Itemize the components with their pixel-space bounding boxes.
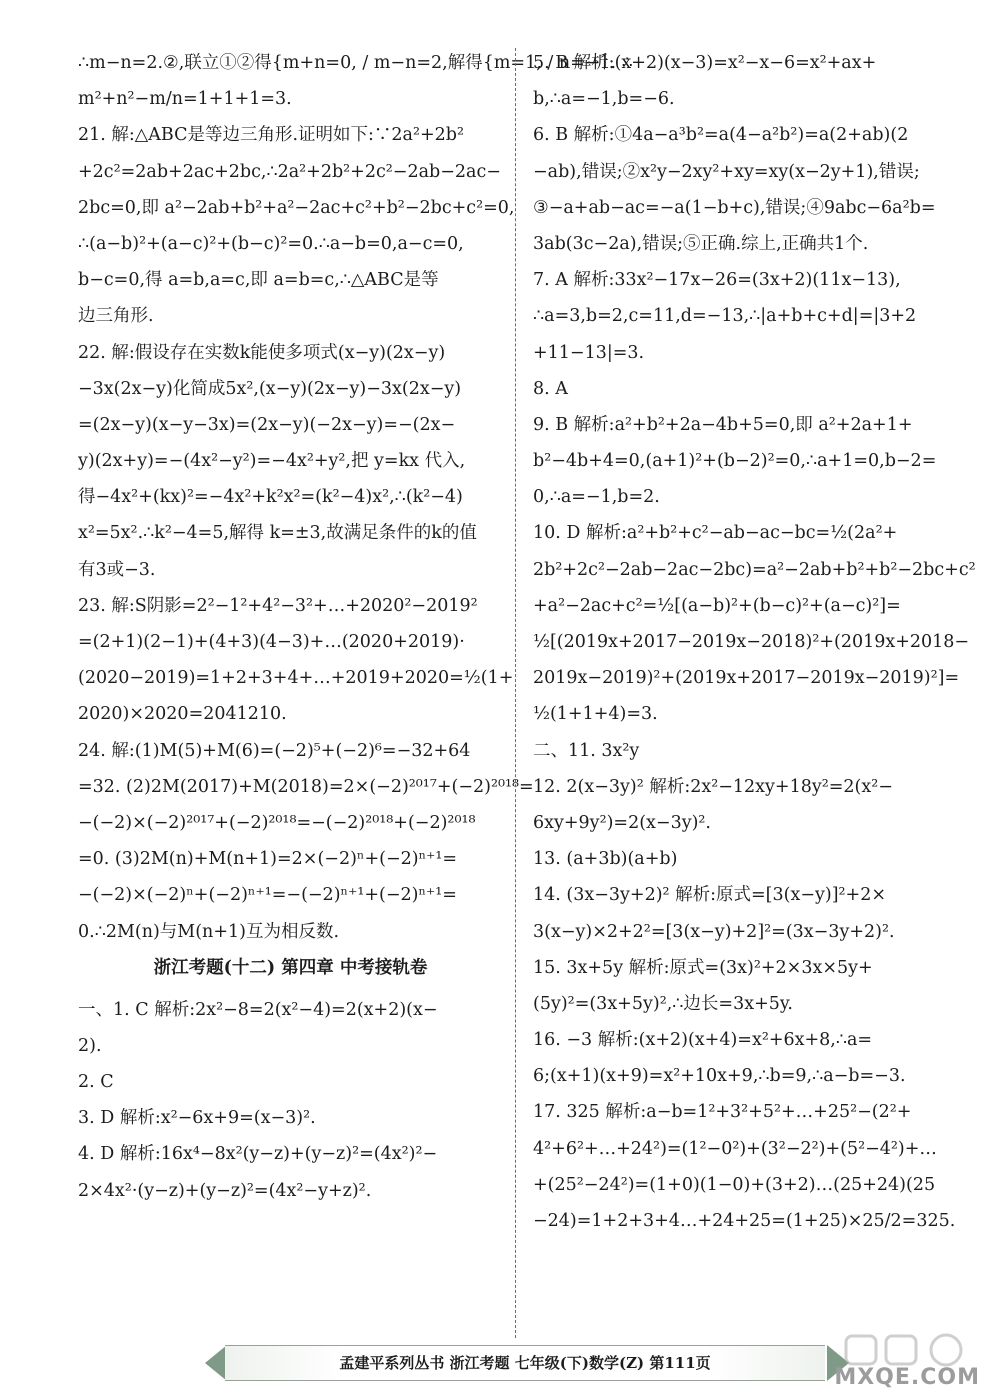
text-line: 3. D 解析:x²−6x+9=(x−3)².: [78, 1108, 316, 1129]
text-line: y)(2x+y)=−(4x²−y²)=−4x²+y²,把 y=kx 代入,: [78, 451, 466, 472]
text-line: 8. A: [533, 378, 568, 399]
text-line: 得−4x²+(kx)²=−4x²+k²x²=(k²−4)x²,∴(k²−4): [78, 487, 463, 508]
text-line: −3x(2x−y)化简成5x²,(x−y)(2x−y)−3x(2x−y): [78, 378, 462, 399]
text-line: =(2+1)(2−1)+(4+3)(4−3)+…(2020+2019)·: [78, 632, 465, 652]
text-line: −(−2)×(−2)²⁰¹⁷+(−2)²⁰¹⁸=−(−2)²⁰¹⁸+(−2)²⁰¹⁸: [78, 812, 476, 833]
text-line: 13. (a+3b)(a+b): [533, 849, 678, 870]
text-line: 12. 2(x−3y)² 解析:2x²−12xy+18y²=2(x²−: [533, 776, 893, 797]
text-line: 10. D 解析:a²+b²+c²−ab−ac−bc=½(2a²+: [533, 523, 898, 544]
text-line: ½(1+1+4)=3.: [533, 704, 658, 725]
footer-left-arrow-icon: [205, 1345, 227, 1381]
text-line: 2. C: [78, 1072, 114, 1093]
text-line: =0. (3)2M(n)+M(n+1)=2×(−2)ⁿ+(−2)ⁿ⁺¹=: [78, 849, 458, 870]
page-footer: 孟建平系列丛书 浙江考题 七年级(下)数学(Z) 第111页: [225, 1345, 825, 1381]
text-line: =32. (2)2M(2017)+M(2018)=2×(−2)²⁰¹⁷+(−2)²⁰¹⁸=: [78, 776, 534, 797]
text-line: ∴m−n=2.②,联立①②得{m+n=0, / m−n=2,解得{m=1, / n=−1. ∴: [78, 53, 633, 73]
text-line: b−c=0,得 a=b,a=c,即 a=b=c,∴△ABC是等: [78, 270, 439, 291]
text-line: 14. (3x−3y+2)² 解析:原式=[3(x−y)]²+2×: [533, 885, 887, 906]
section-title: 浙江考题(十二) 第四章 中考接轨卷: [153, 957, 428, 978]
text-line: ∴a=3,b=2,c=11,d=−13,∴|a+b+c+d|=|3+2: [533, 306, 917, 327]
text-line: (2020−2019)=1+2+3+4+…+2019+2020=½(1+: [78, 668, 514, 689]
text-line: 2bc=0,即 a²−2ab+b²+a²−2ac+c²+b²−2bc+c²=0,: [78, 197, 515, 218]
text-line: m²+n²−m/n=1+1+1=3.: [78, 89, 292, 110]
text-line: 7. A 解析:33x²−17x−26=(3x+2)(11x−13),: [533, 270, 901, 291]
text-line: −ab),错误;②x²y−2xy²+xy=xy(x−2y+1),错误;: [533, 161, 920, 182]
text-line: 23. 解:S阴影=2²−1²+4²−3²+…+2020²−2019²: [78, 595, 478, 616]
text-line: 0.∴2M(n)与M(n+1)互为相反数.: [78, 921, 340, 942]
text-line: (5y)²=(3x+5y)²,∴边长=3x+5y.: [533, 993, 793, 1014]
text-line: −24)=1+2+3+4…+24+25=(1+25)×25/2=325.: [533, 1211, 956, 1231]
text-line: 2019x−2019)²+(2019x+2017−2019x−2019)²]=: [533, 668, 960, 689]
text-line: 21. 解:△ABC是等边三角形.证明如下:∵2a²+2b²: [78, 125, 465, 146]
text-line: 0,∴a=−1,b=2.: [533, 487, 660, 508]
text-line: 4. D 解析:16x⁴−8x²(y−z)+(y−z)²=(4x²)²−: [78, 1144, 438, 1165]
text-line: ∴(a−b)²+(a−c)²+(b−c)²=0.∴a−b=0,a−c=0,: [78, 233, 464, 254]
text-line: 6. B 解析:①4a−a³b²=a(4−a²b²)=a(2+ab)(2: [533, 125, 909, 146]
text-line: 3(x−y)×2+2²=[3(x−y)+2]²=(3x−3y+2)².: [533, 921, 895, 942]
text-line: 2020)×2020=2041210.: [78, 704, 287, 725]
text-line: 有3或−3.: [78, 559, 156, 580]
text-line: 2).: [78, 1035, 102, 1056]
right-column: [533, 52, 976, 1246]
text-line: 22. 解:假设存在实数k能使多项式(x−y)(2x−y): [78, 342, 446, 363]
text-line: b,∴a=−1,b=−6.: [533, 89, 675, 110]
text-line: 24. 解:(1)M(5)+M(6)=(−2)⁵+(−2)⁶=−32+64: [78, 740, 471, 761]
text-line: ½[(2019x+2017−2019x−2018)²+(2019x+2018−: [533, 632, 970, 652]
text-line: 15. 3x+5y 解析:原式=(3x)²+2×3x×5y+: [533, 957, 873, 978]
text-line: −(−2)×(−2)ⁿ+(−2)ⁿ⁺¹=−(−2)ⁿ⁺¹+(−2)ⁿ⁺¹=: [78, 885, 457, 906]
text-line: 17. 325 解析:a−b=1²+3²+5²+…+25²−(2²+: [533, 1102, 912, 1123]
text-line: 4²+6²+…+24²)=(1²−0²)+(3²−2²)+(5²−4²)+…: [533, 1138, 937, 1159]
text-line: 9. B 解析:a²+b²+2a−4b+5=0,即 a²+2a+1+: [533, 414, 913, 435]
column-divider: [515, 48, 516, 1338]
watermark-text: MXQE.COM: [834, 1365, 980, 1390]
text-line: +(25²−24²)=(1+0)(1−0)+(3+2)…(25+24)(25: [533, 1174, 936, 1195]
text-line: 6xy+9y²)=2(x−3y)².: [533, 812, 711, 833]
text-line: +a²−2ac+c²=½[(a−b)²+(b−c)²+(a−c)²]=: [533, 595, 901, 616]
text-line: 16. −3 解析:(x+2)(x+4)=x²+6x+8,∴a=: [533, 1030, 873, 1051]
text-line: 二、11. 3x²y: [533, 740, 640, 761]
text-line: +2c²=2ab+2ac+2bc,∴2a²+2b²+2c²−2ab−2ac−: [78, 161, 501, 182]
text-line: 6;(x+1)(x+9)=x²+10x+9,∴b=9,∴a−b=−3.: [533, 1066, 906, 1087]
text-line: 边三角形.: [78, 306, 154, 327]
text-line: 5. B 解析:(x+2)(x−3)=x²−x−6=x²+ax+: [533, 53, 877, 73]
text-line: b²−4b+4=0,(a+1)²+(b−2)²=0,∴a+1=0,b−2=: [533, 451, 937, 472]
text-line: 3ab(3c−2a),错误;⑤正确.综上,正确共1个.: [533, 233, 869, 254]
text-line: 一、1. C 解析:2x²−8=2(x²−4)=2(x+2)(x−: [78, 999, 438, 1020]
text-line: =(2x−y)(x−y−3x)=(2x−y)(−2x−y)=−(2x−: [78, 414, 456, 435]
text-line: ③−a+ab−ac=−a(1−b+c),错误;④9abc−6a²b=: [533, 197, 936, 218]
text-line: 2×4x²·(y−z)+(y−z)²=(4x²−y+z)².: [78, 1180, 372, 1201]
text-line: +11−13|=3.: [533, 342, 645, 363]
text-line: 2b²+2c²−2ab−2ac−2bc)=a²−2ab+b²+b²−2bc+c²: [533, 559, 976, 580]
text-line: x²=5x².∴k²−4=5,解得 k=±3,故满足条件的k的值: [78, 523, 477, 544]
